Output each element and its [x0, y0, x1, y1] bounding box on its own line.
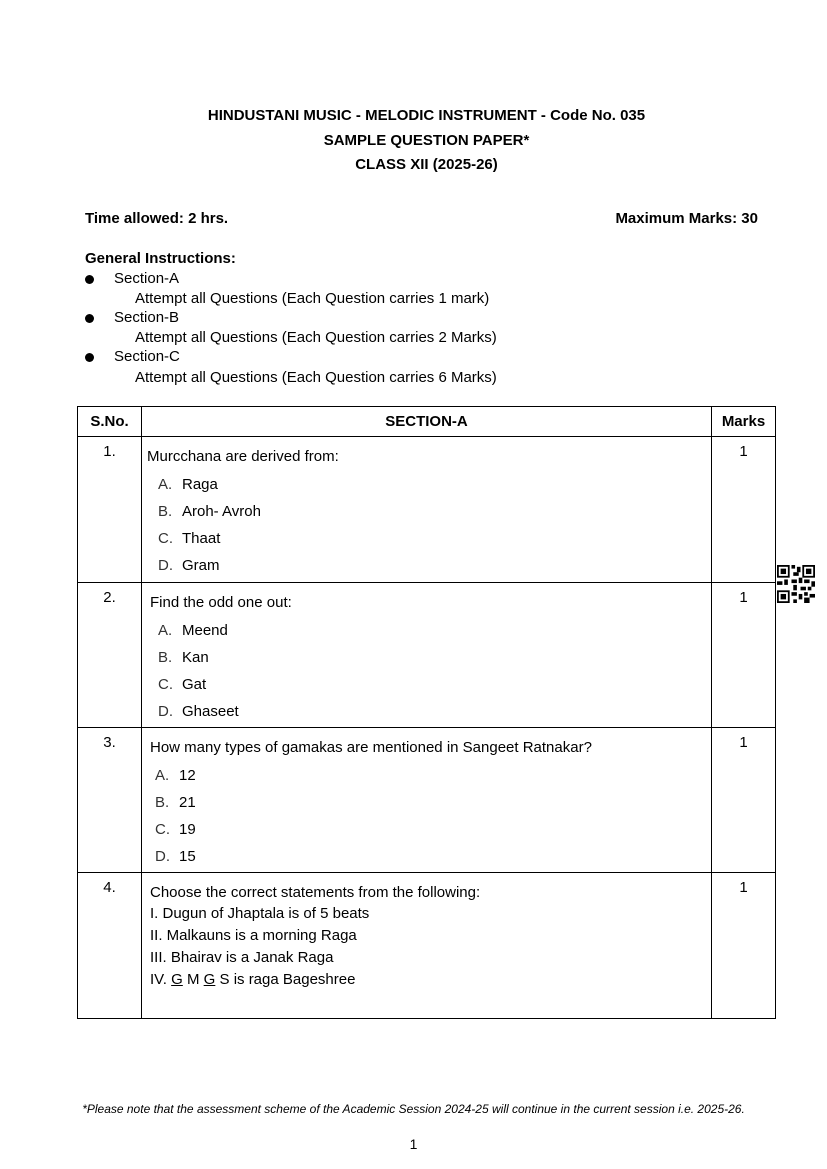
option-letter: A.	[155, 767, 170, 784]
question-marks: 1	[712, 583, 776, 728]
table-row	[78, 583, 776, 728]
komal-note: G	[203, 971, 216, 988]
question-marks: 1	[712, 437, 776, 583]
option	[155, 762, 711, 789]
question-cell	[142, 873, 712, 1019]
note: S	[219, 971, 230, 988]
option-letter: C.	[158, 676, 173, 693]
paper-subtitle: SAMPLE QUESTION PAPER*	[323, 132, 530, 149]
statement	[150, 969, 711, 991]
question-marks: 1	[712, 728, 776, 873]
option-letter: D.	[155, 848, 170, 865]
question-cell	[142, 583, 712, 728]
option-letter: B.	[155, 794, 170, 811]
option	[158, 525, 711, 552]
question-number: 1.	[78, 437, 142, 583]
question-marks: 1	[712, 873, 776, 1019]
instruction-text-c: Attempt all Questions (Each Question carries 6 Marks)	[135, 369, 497, 386]
option	[155, 816, 711, 843]
instructions-heading: General Instructions:	[85, 250, 236, 267]
question-cell	[142, 728, 712, 873]
statement-prefix: IV.	[150, 971, 167, 988]
question-text: Murcchana are derived from:	[147, 448, 339, 465]
option	[155, 789, 711, 816]
question-number: 3.	[78, 728, 142, 873]
option	[158, 471, 711, 498]
question-number: 4.	[78, 873, 142, 1019]
option-text: Gram	[182, 557, 220, 574]
option-text: Meend	[182, 622, 228, 639]
instruction-section-a: Section-A	[114, 270, 180, 287]
option-letter: A.	[158, 622, 173, 639]
option-letter: B.	[158, 649, 173, 666]
table-row	[78, 437, 776, 583]
option	[158, 498, 711, 525]
question-cell	[142, 437, 712, 583]
option-letter: A.	[158, 476, 173, 493]
statement: II. Malkauns is a morning Raga	[150, 927, 357, 944]
option-letter: D.	[158, 557, 173, 574]
maximum-marks: Maximum Marks: 30	[615, 210, 758, 227]
header-section: SECTION-A	[142, 407, 712, 437]
time-allowed: Time allowed: 2 hrs.	[85, 210, 229, 227]
option	[158, 552, 711, 579]
option-text: 15	[179, 848, 196, 865]
class-label: CLASS XII (2025-26)	[355, 156, 498, 173]
option-letter: B.	[158, 503, 173, 520]
question-text: How many types of gamakas are mentioned in Sangeet Ratnakar?	[150, 739, 592, 756]
option	[158, 617, 711, 644]
option-letter: C.	[158, 530, 173, 547]
option-text: 12	[179, 767, 196, 784]
footer-note: *Please note that the assessment scheme of the Academic Session 2024-25 will continue in the current session i.e. 2025-26.	[82, 1102, 745, 1116]
option-letter: C.	[155, 821, 170, 838]
question-number: 2.	[78, 583, 142, 728]
option	[155, 843, 711, 870]
option	[158, 671, 711, 698]
instruction-text-a: Attempt all Questions (Each Question carries 1 mark)	[135, 290, 490, 307]
paper-title: HINDUSTANI MUSIC - MELODIC INSTRUMENT - Code No. 035	[207, 107, 646, 124]
table-row	[78, 873, 776, 1019]
question-table	[77, 406, 776, 1019]
instruction-section-b: Section-B	[114, 309, 180, 326]
bullet-icon	[85, 353, 94, 362]
page-number: 1	[409, 1136, 418, 1152]
question-text: Find the odd one out:	[150, 594, 292, 611]
table-header-row	[78, 407, 776, 437]
qr-code-icon	[777, 565, 815, 603]
option-text: Gat	[182, 676, 207, 693]
option-letter: D.	[158, 703, 173, 720]
option	[158, 698, 711, 725]
question-text: Choose the correct statements from the following:	[150, 884, 481, 901]
option-text: Aroh- Avroh	[182, 503, 261, 520]
option-text: Ghaseet	[182, 703, 239, 720]
header-marks: Marks	[712, 407, 776, 437]
header-sno: S.No.	[78, 407, 142, 437]
komal-note: G	[171, 971, 183, 988]
bullet-icon	[85, 314, 94, 323]
statement-suffix: is raga Bageshree	[233, 971, 356, 988]
statement: III. Bhairav is a Janak Raga	[150, 949, 334, 966]
note: M	[186, 971, 200, 988]
option-text: Raga	[182, 476, 218, 493]
instruction-text-b: Attempt all Questions (Each Question carries 2 Marks)	[135, 329, 497, 346]
statement: I. Dugun of Jhaptala is of 5 beats	[150, 905, 370, 922]
option-text: 21	[179, 794, 196, 811]
option-text: Thaat	[182, 530, 221, 547]
bullet-icon	[85, 275, 94, 284]
option	[158, 644, 711, 671]
table-row	[78, 728, 776, 873]
option-text: Kan	[182, 649, 209, 666]
option-text: 19	[179, 821, 196, 838]
instruction-section-c: Section-C	[114, 348, 180, 365]
